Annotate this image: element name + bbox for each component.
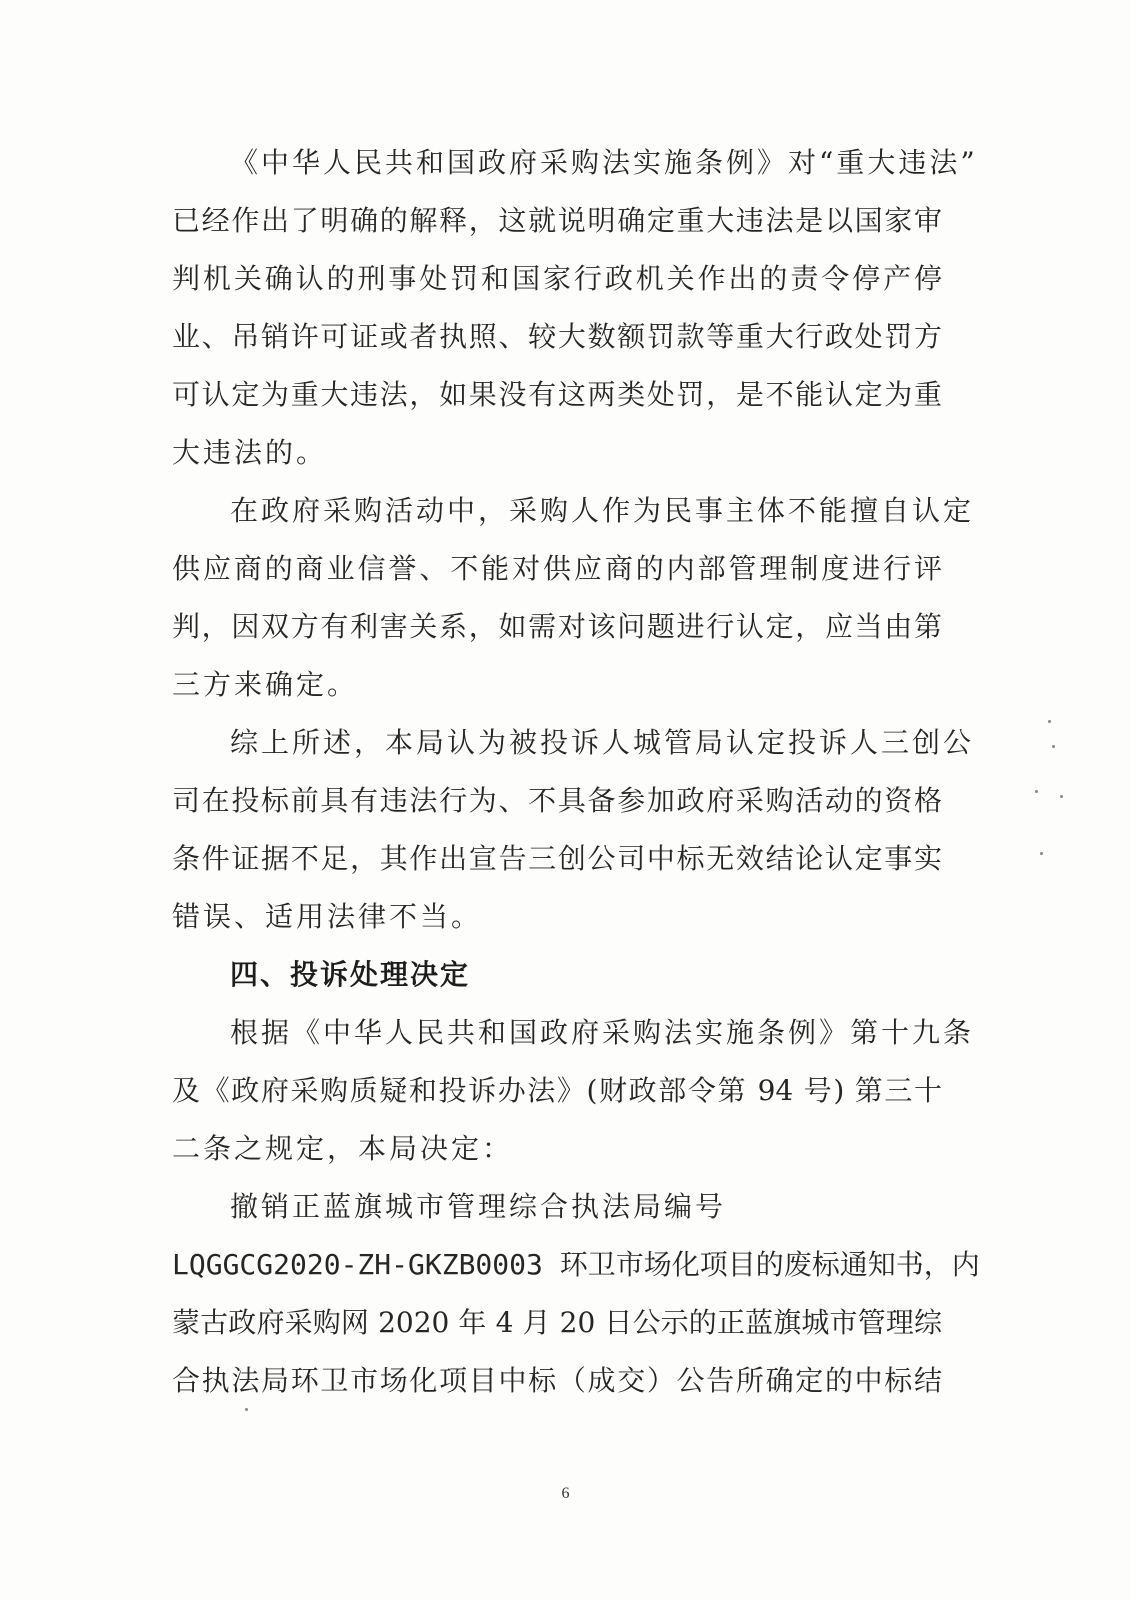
scan-speck (1035, 790, 1038, 793)
paragraph-2-line-2: 供应商的商业信誉、不能对供应商的内部管理制度进行评 (172, 552, 942, 585)
paragraph-2-line-3: 判，因双方有利害关系，如需对该问题进行认定，应当由第 (172, 610, 942, 643)
paragraph-3-line-2: 司在投标前具有违法行为、不具备参加政府采购活动的资格 (172, 784, 942, 817)
section-heading: 四、投诉处理决定 (230, 958, 471, 991)
decision-line-2: 及《政府采购质疑和投诉办法》(财政部令第 94 号) 第三十 (172, 1074, 942, 1107)
revocation-line-4: 合执法局环卫市场化项目中标（成交）公告所确定的中标结 (172, 1364, 942, 1397)
paragraph-1-line-5: 可认定为重大违法，如果没有这两类处罚，是不能认定为重 (172, 378, 942, 411)
scan-speck (1060, 795, 1063, 798)
paragraph-3-line-1: 综上所述，本局认为被投诉人城管局认定投诉人三创公 (230, 726, 975, 759)
paragraph-1-line-6: 大违法的。 (172, 436, 328, 469)
paragraph-1-line-2: 已经作出了明确的解释，这就说明确定重大违法是以国家审 (172, 204, 942, 237)
scan-speck (1052, 745, 1055, 748)
scan-speck (1040, 852, 1043, 855)
paragraph-1-line-3: 判机关确认的刑事处罚和国家行政机关作出的责令停产停 (172, 262, 942, 295)
paragraph-2-line-1: 在政府采购活动中，采购人作为民事主体不能擅自认定 (230, 494, 975, 527)
page-number: 6 (561, 1485, 570, 1502)
paragraph-2-line-4: 三方来确定。 (172, 668, 359, 701)
revocation-line-2: LQGGCG2020-ZH-GKZB0003 环卫市场化项目的废标通知书，内 (172, 1248, 980, 1281)
paragraph-3-line-4: 错误、适用法律不当。 (172, 900, 483, 933)
decision-line-3: 二条之规定，本局决定： (172, 1132, 514, 1165)
decision-line-1: 根据《中华人民共和国政府采购法实施条例》第十九条 (230, 1016, 975, 1049)
scan-speck (245, 1408, 248, 1411)
revocation-line-3: 蒙古政府采购网 2020 年 4 月 20 日公示的正蓝旗城市管理综 (172, 1306, 942, 1339)
revocation-line-1: 撤销正蓝旗城市管理综合执法局编号 (230, 1190, 727, 1223)
paragraph-1-line-4: 业、吊销许可证或者执照、较大数额罚款等重大行政处罚方 (172, 320, 942, 353)
paragraph-3-line-3: 条件证据不足，其作出宣告三创公司中标无效结论认定事实 (172, 842, 942, 875)
scan-speck (1048, 720, 1051, 723)
paragraph-1-line-1: 《中华人民共和国政府采购法实施条例》对“重大违法” (230, 146, 978, 179)
